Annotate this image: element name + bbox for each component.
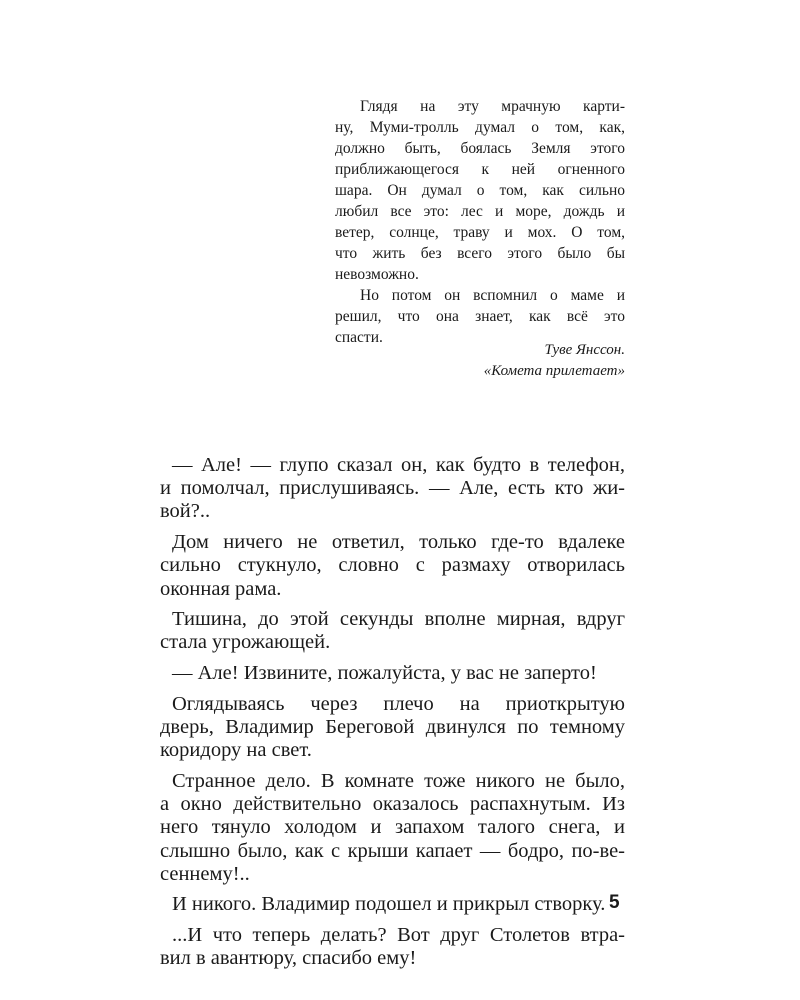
text-line: шара. Он думал о том, как сильно (335, 182, 625, 199)
text-line: любил все это: лес и море, дождь и (335, 203, 625, 220)
text-line: него тянуло холодом и запахом талого снега, и (160, 816, 625, 839)
text-line: ветер, солнце, траву и мох. О том, (335, 224, 625, 241)
text-line: Тишина, до этой секунды вполне мирная, вдруг (172, 608, 625, 631)
text-line: Дом ничего не ответил, только где-то вдалеке (172, 531, 625, 554)
text-line: — Але! — глупо сказал он, как будто в телефон, (172, 454, 625, 476)
text-line: Оглядываясь через плечо на приоткрытую (172, 692, 625, 715)
text-line: Странное дело. В комнате тоже никого не было, (172, 769, 625, 792)
text-line: оконная рама. (160, 577, 282, 600)
epigraph-source: «Комета прилетает» (483, 363, 625, 379)
text-line: должно быть, боялась Земля этого (335, 140, 625, 157)
text-line: вил в авантюру, спасибо ему! (160, 947, 417, 970)
text-line: коридору на свет. (160, 739, 312, 762)
text-line: и помолчал, прислушиваясь. — Але, есть кто жи- (160, 477, 625, 500)
text-line: — Але! Извините, пожалуйста, у вас не заперто! (172, 662, 597, 685)
text-line: Глядя на эту мрачную карти- (360, 98, 625, 115)
text-line: слышно было, как с крыши капает — бодро, по-ве- (160, 839, 625, 862)
text-line: приближающегося к ней огненного (335, 161, 625, 178)
text-line: а окно действительно оказалось распахнутым. Из (160, 793, 625, 816)
page-number: 5 (609, 892, 620, 913)
text-line: ну, Муми-тролль думал о том, как, (335, 119, 625, 136)
text-line: стала угрожающей. (160, 631, 331, 654)
text-line: решил, что она знает, как всё это (335, 308, 625, 325)
text-line: И никого. Владимир подошел и прикрыл створку. (172, 893, 606, 916)
epigraph-author: Туве Янссон. (544, 342, 625, 358)
text-line: дверь, Владимир Береговой двинулся по темному (160, 716, 625, 738)
text-line: спасти. (335, 329, 383, 346)
text-line: невозможно. (335, 266, 419, 283)
text-line: сильно стукнуло, словно с размаху отворилась (160, 554, 625, 577)
text-line: Но потом он вспомнил о маме и (360, 287, 625, 304)
text-line: что жить без всего этого было бы (335, 245, 625, 262)
text-line: вой?.. (160, 500, 211, 523)
text-line: сеннему!.. (160, 862, 250, 885)
text-line: ...И что теперь делать? Вот друг Столетов втра- (172, 924, 625, 947)
